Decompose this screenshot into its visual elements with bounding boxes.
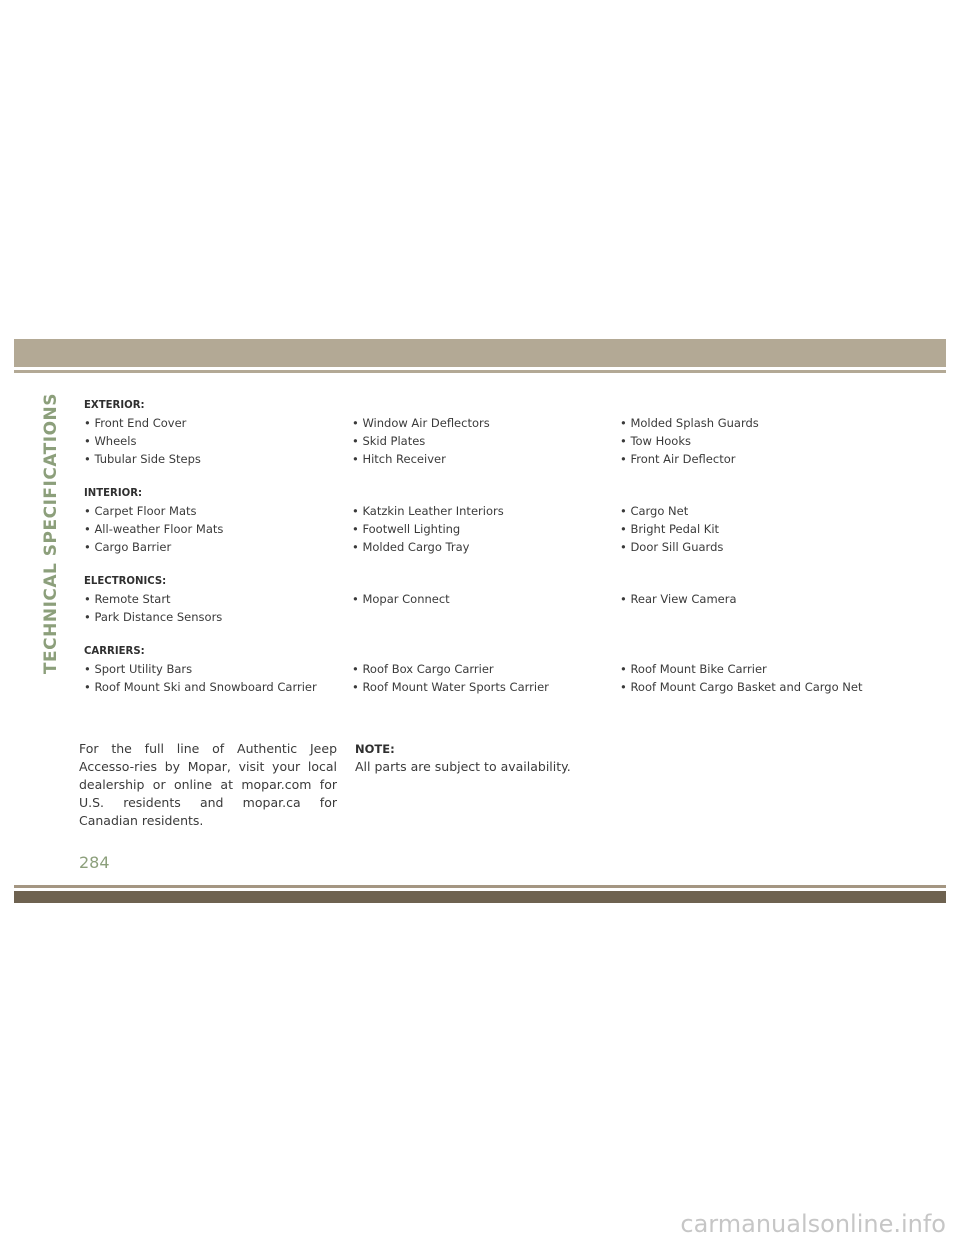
list-item: • Front Air Deflector	[620, 452, 736, 466]
section-carriers	[84, 642, 944, 696]
table-row	[84, 520, 944, 538]
list-item: • Roof Box Cargo Carrier	[352, 662, 494, 676]
table-row	[84, 538, 944, 556]
list-item: • Cargo Barrier	[84, 540, 172, 554]
list-item: • Front End Cover	[84, 416, 187, 430]
list-item: • Remote Start	[84, 592, 171, 606]
list-item: • Mopar Connect	[352, 592, 450, 606]
list-item: • Roof Mount Bike Carrier	[620, 662, 767, 676]
table-row	[84, 590, 944, 608]
page-number: 284	[79, 853, 110, 872]
list-item: • Katzkin Leather Interiors	[352, 504, 504, 518]
footer-band	[14, 891, 946, 903]
section-exterior	[84, 396, 944, 468]
table-row	[84, 450, 944, 468]
section-electronics	[84, 572, 944, 626]
list-item: • Roof Mount Water Sports Carrier	[352, 680, 549, 694]
list-item: • Footwell Lighting	[352, 522, 461, 536]
table-row	[84, 502, 944, 520]
list-item: • Roof Mount Ski and Snowboard Carrier	[84, 680, 317, 694]
list-item: • Wheels	[84, 434, 137, 448]
list-item: • Park Distance Sensors	[84, 610, 223, 624]
accessories-table	[84, 396, 944, 696]
list-item: • Door Sill Guards	[620, 540, 724, 554]
list-item: • Tubular Side Steps	[84, 452, 201, 466]
section-spacer	[84, 468, 944, 484]
list-item	[620, 608, 940, 626]
section-title-carriers: CARRIERS:	[84, 644, 145, 657]
list-item	[352, 608, 620, 626]
list-item: • Skid Plates	[352, 434, 426, 448]
list-item: • Roof Mount Cargo Basket and Cargo Net	[620, 680, 863, 694]
section-title-exterior: EXTERIOR:	[84, 398, 145, 411]
note-text: All parts are subject to availability.	[355, 759, 571, 774]
section-title-interior: INTERIOR:	[84, 486, 143, 499]
footer-rule	[14, 885, 946, 888]
list-item: • All-weather Floor Mats	[84, 522, 224, 536]
section-spacer	[84, 626, 944, 642]
table-row	[84, 678, 944, 696]
list-item: • Window Air Deflectors	[352, 416, 490, 430]
section-spacer	[84, 556, 944, 572]
table-row	[84, 660, 944, 678]
side-section-title-text: TECHNICAL SPECIFICATIONS	[41, 393, 61, 675]
list-item: • Sport Utility Bars	[84, 662, 193, 676]
section-interior	[84, 484, 944, 556]
side-section-title	[36, 393, 66, 675]
list-item: • Bright Pedal Kit	[620, 522, 720, 536]
table-row	[84, 432, 944, 450]
list-item: • Carpet Floor Mats	[84, 504, 197, 518]
table-row	[84, 608, 944, 626]
accessories-paragraph: For the full line of Authentic Jeep Accesso-ries by Mopar, visit your local dealership or online at mopar.com for U.S. residents and mopar.ca for Canadian residents.	[79, 741, 337, 828]
list-item: • Hitch Receiver	[352, 452, 446, 466]
section-title-electronics: ELECTRONICS:	[84, 574, 167, 587]
header-rule	[14, 370, 946, 373]
list-item: • Molded Splash Guards	[620, 416, 759, 430]
note-title: NOTE:	[355, 742, 395, 756]
list-item: • Molded Cargo Tray	[352, 540, 470, 554]
list-item: • Tow Hooks	[620, 434, 691, 448]
header-band	[14, 339, 946, 367]
table-row	[84, 414, 944, 432]
watermark: carmanualsonline.info	[680, 1210, 946, 1238]
list-item: • Rear View Camera	[620, 592, 737, 606]
note-block	[355, 740, 675, 776]
list-item: • Cargo Net	[620, 504, 689, 518]
